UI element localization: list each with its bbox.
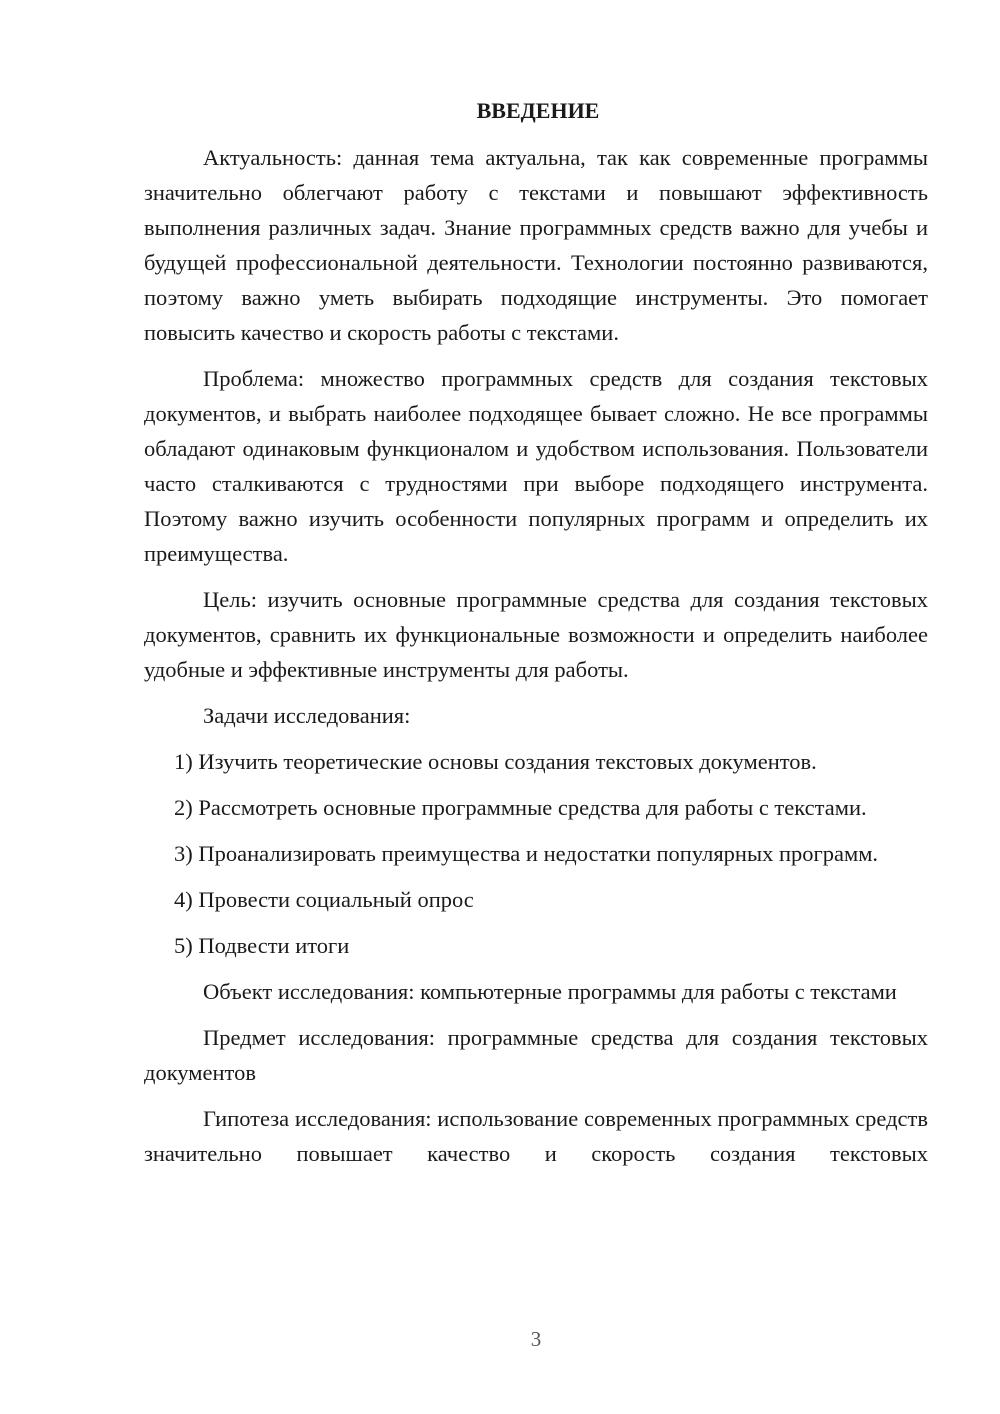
task-item-2: 2) Рассмотреть основные программные средства для работы с текстами.: [174, 795, 867, 820]
paragraph-subject: Предмет исследования: программные средства для создания текстовых документов: [144, 1025, 928, 1085]
paragraph-hypothesis: Гипотеза исследования: использование современных программных средств значительно повышает качество и скорость создания текстовых: [144, 1106, 928, 1166]
task-item-5: 5) Подвести итоги: [174, 933, 350, 958]
paragraph-object: Объект исследования: компьютерные программы для работы с текстами: [203, 979, 897, 1004]
section-heading: ВВЕДЕНИЕ: [476, 98, 600, 123]
paragraph-tasks-intro: Задачи исследования:: [203, 703, 411, 728]
task-item-4: 4) Провести социальный опрос: [174, 887, 474, 912]
task-item-1: 1) Изучить теоретические основы создания текстовых документов.: [174, 749, 817, 774]
page-number: 3: [530, 1327, 542, 1351]
paragraph-problem: Проблема: множество программных средств для создания текстовых документов, и выбрать наиболее подходящее бывает сложно. Не все программы обладают одинаковым функционалом и удобством использования. Пользователи часто сталкиваются с трудностями при выборе подходящего инструмента. Поэтому важно изучить особенности популярных программ и определить их преимущества.: [144, 366, 928, 566]
page-content: [144, 96, 928, 1182]
paragraph-goal: Цель: изучить основные программные средства для создания текстовых документов, сравнить их функциональные возможности и определить наиболее удобные и эффективные инструменты для работы.: [144, 587, 928, 682]
paragraph-relevance: Актуальность: данная тема актуальна, так как современные программы значительно облегчают работу с текстами и повышают эффективность выполнения различных задач. Знание программных средств важно для учебы и будущей профессиональной деятельности. Технологии постоянно развиваются, поэтому важно уметь выбирать подходящие инструменты. Это помогает повысить качество и скорость работы с текстами.: [144, 145, 928, 345]
task-item-3: 3) Проанализировать преимущества и недостатки популярных программ.: [174, 841, 879, 866]
